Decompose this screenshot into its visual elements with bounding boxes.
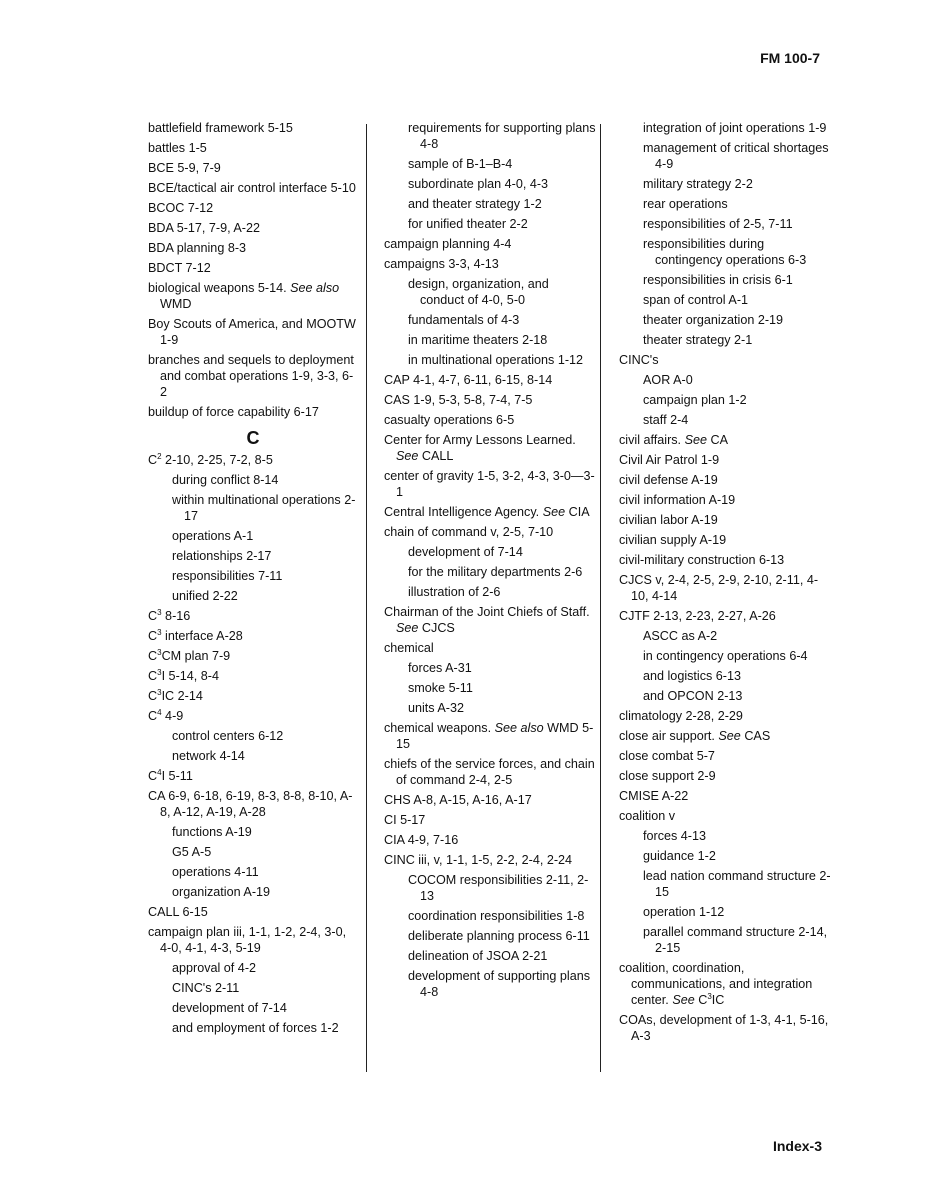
index-subentry: illustration of 2-6 xyxy=(408,585,501,599)
index-entry: coalition, coordination, communications, and integration center. See $C^3IC$ xyxy=(619,961,813,1007)
index-subentry: responsibilities during contingency operations 6-3 xyxy=(643,237,807,267)
index-entry: CMISE A-22 xyxy=(619,789,689,803)
index-entry: chain of command v, 2-5, 7-10 xyxy=(384,525,554,539)
index-entry: BDA 5-17, 7-9, A-22 xyxy=(148,221,261,235)
index-subentry: development of 7-14 xyxy=(172,1001,287,1015)
index-subentry: deliberate planning process 6-11 xyxy=(408,929,590,943)
index-subentry: staff 2-4 xyxy=(643,413,689,427)
index-entry: CINC iii, v, 1-1, 1-5, 2-2, 2-4, 2-24 xyxy=(384,853,573,867)
index-entry: CI 5-17 xyxy=(384,813,426,827)
index-entry: COAs, development of 1-3, 4-1, 5-16, A-3 xyxy=(619,1013,829,1043)
index-subentry: and logistics 6-13 xyxy=(643,669,742,683)
index-subentry: operation 1-12 xyxy=(643,905,725,919)
column-divider xyxy=(600,124,601,1072)
index-entry: BDCT 7-12 xyxy=(148,261,211,275)
index-entry: Boy Scouts of America, and MOOTW 1-9 xyxy=(148,317,356,347)
index-subentry: responsibilities of 2-5, 7-11 xyxy=(643,217,793,231)
index-entry: close combat 5-7 xyxy=(619,749,715,763)
index-subentry: development of supporting plans 4-8 xyxy=(408,969,591,999)
index-entry: BDA planning 8-3 xyxy=(148,241,247,255)
index-subentry: control centers 6-12 xyxy=(172,729,284,743)
index-subentry: organization A-19 xyxy=(172,885,271,899)
index-entry: close air support. See CAS xyxy=(619,729,771,743)
index-subentry: development of 7-14 xyxy=(408,545,523,559)
index-entry: Center for Army Lessons Learned. See CALL xyxy=(384,433,576,463)
page-number: Index-3 xyxy=(772,1138,822,1154)
index-entry: chemical weapons. See also WMD 5-15 xyxy=(384,721,594,751)
index-subentry: sample of B-1–B-4 xyxy=(408,157,513,171)
index-entry: campaign plan iii, 1-1, 1-2, 2-4, 3-0, 4-0, 4-1, 4-3, 5-19 xyxy=(148,925,347,955)
index-column-1 xyxy=(148,120,358,1040)
index-column-3 xyxy=(619,120,831,1048)
index-entry: BCE/tactical air control interface 5-10 xyxy=(148,181,356,195)
index-subentry: fundamentals of 4-3 xyxy=(408,313,520,327)
index-entry: BCOC 7-12 xyxy=(148,201,214,215)
index-entry: casualty operations 6-5 xyxy=(384,413,515,427)
index-subentry: approval of 4-2 xyxy=(172,961,257,975)
index-entry: CJTF 2-13, 2-23, 2-27, A-26 xyxy=(619,609,776,623)
index-subentry: operations A-1 xyxy=(172,529,254,543)
index-entry: CHS A-8, A-15, A-16, A-17 xyxy=(384,793,532,807)
index-entry: climatology 2-28, 2-29 xyxy=(619,709,743,723)
index-subentry: smoke 5-11 xyxy=(408,681,473,695)
index-subentry: parallel command structure 2-14, 2-15 xyxy=(643,925,828,955)
index-subentry: responsibilities 7-11 xyxy=(172,569,283,583)
index-subentry: ASCC as A-2 xyxy=(643,629,718,643)
index-subentry: operations 4-11 xyxy=(172,865,259,879)
index-subentry: lead nation command structure 2-15 xyxy=(643,869,831,899)
index-subentry: network 4-14 xyxy=(172,749,245,763)
index-entry: CINC's xyxy=(619,353,659,367)
index-entry: CALL 6-15 xyxy=(148,905,208,919)
index-entry: CJCS v, 2-4, 2-5, 2-9, 2-10, 2-11, 4-10, 4-14 xyxy=(619,573,819,603)
index-subentry: relationships 2-17 xyxy=(172,549,272,563)
index-subentry: design, organization, and conduct of 4-0, 5-0 xyxy=(408,277,549,307)
running-header: FM 100-7 xyxy=(760,50,820,66)
index-subentry: CINC's 2-11 xyxy=(172,981,240,995)
index-entry: CAP 4-1, 4-7, 6-11, 6-15, 8-14 xyxy=(384,373,553,387)
index-subentry: within multinational operations 2-17 xyxy=(172,493,356,523)
index-entry: civil information A-19 xyxy=(619,493,736,507)
index-subentry: guidance 1-2 xyxy=(643,849,716,863)
index-subentry: requirements for supporting plans 4-8 xyxy=(408,121,596,151)
index-entry: civil affairs. See CA xyxy=(619,433,728,447)
index-entry: $C^4I$ 5-11 xyxy=(148,767,193,783)
index-entry: chiefs of the service forces, and chain of command 2-4, 2-5 xyxy=(384,757,595,787)
index-entry: CAS 1-9, 5-3, 5-8, 7-4, 7-5 xyxy=(384,393,533,407)
index-entry: BCE 5-9, 7-9 xyxy=(148,161,221,175)
index-entry: civilian labor A-19 xyxy=(619,513,718,527)
index-entry: biological weapons 5-14. See also WMD xyxy=(148,281,340,311)
index-subentry: functions A-19 xyxy=(172,825,252,839)
index-subentry: subordinate plan 4-0, 4-3 xyxy=(408,177,549,191)
index-entry: battlefield framework 5-15 xyxy=(148,121,293,135)
index-subentry: AOR A-0 xyxy=(643,373,693,387)
index-entry: campaigns 3-3, 4-13 xyxy=(384,257,499,271)
index-entry: civil-military construction 6-13 xyxy=(619,553,785,567)
index-entry: $C^4$ 4-9 xyxy=(148,707,184,723)
index-subentry: for the military departments 2-6 xyxy=(408,565,583,579)
index-entry: civil defense A-19 xyxy=(619,473,718,487)
column-divider xyxy=(366,124,367,1072)
index-entry: $C^3I$ 5-14, 8-4 xyxy=(148,667,219,683)
index-subentry: theater strategy 2-1 xyxy=(643,333,753,347)
index-entry: Central Intelligence Agency. See CIA xyxy=(384,505,590,519)
index-entry: $C^3$ 8-16 xyxy=(148,607,191,623)
index-subentry: responsibilities in crisis 6-1 xyxy=(643,273,793,287)
index-entry: civilian supply A-19 xyxy=(619,533,727,547)
index-subentry: integration of joint operations 1-9 xyxy=(643,121,827,135)
index-subentry: theater organization 2-19 xyxy=(643,313,784,327)
index-entry: battles 1-5 xyxy=(148,141,207,155)
index-entry: center of gravity 1-5, 3-2, 4-3, 3-0—3-1 xyxy=(384,469,595,499)
index-entry: $C^3$ interface A-28 xyxy=(148,627,243,643)
index-entry: chemical xyxy=(384,641,434,655)
index-subentry: G5 A-5 xyxy=(172,845,212,859)
index-entry: $C^2$ 2-10, 2-25, 7-2, 8-5 xyxy=(148,451,273,467)
index-subentry: COCOM responsibilities 2-11, 2-13 xyxy=(408,873,589,903)
index-entry: Chairman of the Joint Chiefs of Staff. See CJCS xyxy=(384,605,590,635)
index-subentry: in multinational operations 1-12 xyxy=(408,353,584,367)
index-subentry: unified 2-22 xyxy=(172,589,238,603)
index-entry: coalition v xyxy=(619,809,676,823)
index-entry: Civil Air Patrol 1-9 xyxy=(619,453,720,467)
index-subentry: management of critical shortages 4-9 xyxy=(643,141,829,171)
index-subentry: and employment of forces 1-2 xyxy=(172,1021,339,1035)
index-subentry: and theater strategy 1-2 xyxy=(408,197,542,211)
index-entry: campaign planning 4-4 xyxy=(384,237,512,251)
index-entry: CIA 4-9, 7-16 xyxy=(384,833,459,847)
index-entry: CA 6-9, 6-18, 6-19, 8-3, 8-8, 8-10, A-8, A-12, A-19, A-28 xyxy=(148,789,353,819)
index-entry: $C^3IC$ 2-14 xyxy=(148,687,203,703)
index-subentry: rear operations xyxy=(643,197,728,211)
index-entry: branches and sequels to deployment and combat operations 1-9, 3-3, 6-2 xyxy=(148,353,354,399)
index-subentry: campaign plan 1-2 xyxy=(643,393,747,407)
index-entry: $C^3CM$ plan 7-9 xyxy=(148,647,231,663)
index-entry: buildup of force capability 6-17 xyxy=(148,405,319,419)
index-subentry: coordination responsibilities 1-8 xyxy=(408,909,585,923)
index-subentry: span of control A-1 xyxy=(643,293,749,307)
index-subentry: for unified theater 2-2 xyxy=(408,217,528,231)
index-subentry: forces A-31 xyxy=(408,661,472,675)
index-subentry: in maritime theaters 2-18 xyxy=(408,333,548,347)
index-subentry: and OPCON 2-13 xyxy=(643,689,743,703)
index-subentry: during conflict 8-14 xyxy=(172,473,279,487)
index-subentry: units A-32 xyxy=(408,701,465,715)
index-subentry: delineation of JSOA 2-21 xyxy=(408,949,548,963)
index-subentry: forces 4-13 xyxy=(643,829,706,843)
index-subentry: in contingency operations 6-4 xyxy=(643,649,808,663)
index-entry: close support 2-9 xyxy=(619,769,716,783)
index-column-2 xyxy=(384,120,596,1004)
section-letter: C xyxy=(246,428,260,448)
index-subentry: military strategy 2-2 xyxy=(643,177,753,191)
